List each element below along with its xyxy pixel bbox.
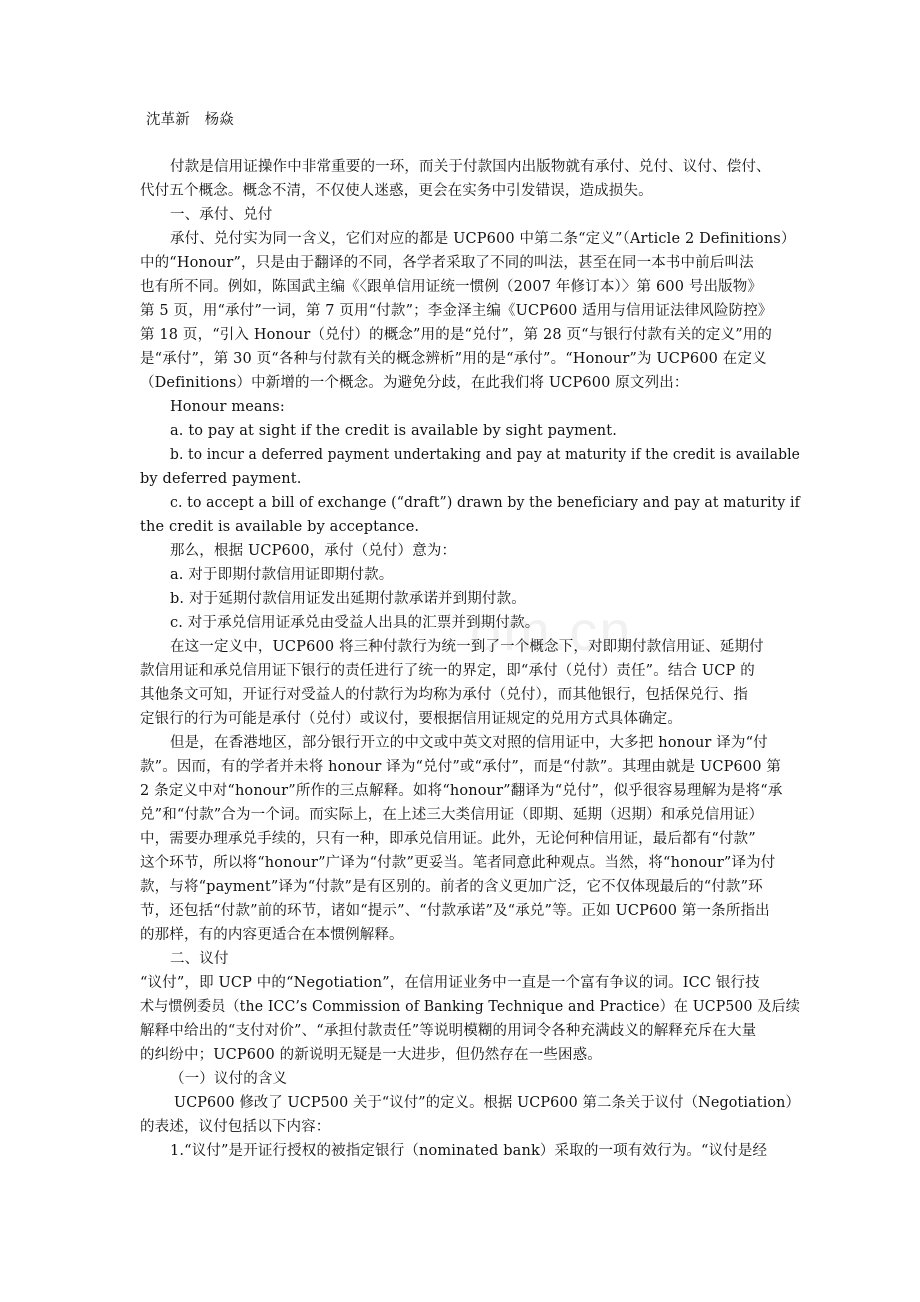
author-line: 沈革新 杨焱 — [146, 112, 234, 128]
text-line: 但是，在香港地区，部分银行开立的中文或中英文对照的信用证中，大多把 honour 译为“付 — [170, 735, 768, 751]
text-line: 其他条文可知，开证行对受益人的付款行为均称为承付（兑付），而其他银行，包括保兑行、指 — [140, 687, 749, 703]
text-line: 款，与将“payment”译为“付款”是有区别的。前者的含义更加广泛，它不仅体现最后的“付款”环 — [140, 879, 763, 895]
text-line: 中的“Honour”，只是由于翻译的不同，各学者采取了不同的叫法，甚至在同一本书中前后叫法 — [140, 255, 754, 271]
text-line: 也有所不同。例如，陈国武主编《〈跟单信用证统一惯例（2007 年修订本）〉第 600 号出版物》 — [140, 279, 763, 295]
text-line: 的表述，议付包括以下内容： — [140, 1119, 331, 1135]
text-line: 术与惯例委员（the ICC’s Commission of Banking Technique and Practice）在 UCP500 及后续 — [140, 999, 801, 1015]
text-line: 承付、兑付实为同一含义，它们对应的都是 UCP600 中第二条“定义”（Article 2 Definitions） — [170, 231, 796, 247]
text-line: 2 条定义中对“honour”所作的三点解释。如将“honour”翻译为“兑付”，似乎很容易理解为是将“承 — [140, 783, 783, 799]
text-line: by deferred payment. — [140, 471, 302, 487]
text-line: Honour means: — [170, 399, 285, 415]
text-line: 二、议付 — [170, 951, 229, 967]
text-line: 的纠纷中；UCP600 的新说明无疑是一大进步，但仍然存在一些困惑。 — [140, 1047, 602, 1063]
text-line: the credit is available by acceptance. — [140, 519, 420, 535]
text-line: “议付”，即 UCP 中的“Negotiation”，在信用证业务中一直是一个富有争议的词。ICC 银行技 — [140, 975, 760, 991]
text-line: 第 18 页，“引入 Honour（兑付）的概念”用的是“兑付”，第 28 页“与银行付款有关的定义”用的 — [140, 327, 773, 343]
text-line: a. to pay at sight if the credit is available by sight payment. — [170, 423, 618, 439]
text-line: （一）议付的含义 — [170, 1071, 288, 1087]
text-line: a. 对于即期付款信用证即期付款。 — [170, 567, 394, 583]
text-line: c. 对于承兑信用证承兑由受益人出具的汇票并到期付款。 — [170, 615, 540, 631]
text-line: （Definitions）中新增的一个概念。为避免分歧，在此我们将 UCP600 原文列出： — [140, 375, 689, 391]
text-line: c. to accept a bill of exchange (“draft”) drawn by the beneficiary and pay at maturity if — [170, 495, 801, 511]
text-line: UCP600 修改了 UCP500 关于“议付”的定义。根据 UCP600 第二条关于议付（Negotiation） — [174, 1095, 800, 1111]
text-line: 第 5 页，用“承付”一词，第 7 页用“付款”；李金泽主编《UCP600 适用与信用证法律风险防控》 — [140, 303, 773, 319]
text-line: 代付五个概念。概念不清，不仅使人迷惑，更会在实务中引发错误，造成损失。 — [140, 183, 653, 199]
text-line: 是“承付”，第 30 页“各种与付款有关的概念辨析”用的是“承付”。“Honour”为 UCP600 在定义 — [140, 351, 767, 367]
text-line: b. 对于延期付款信用证发出延期付款承诺并到期付款。 — [170, 591, 526, 607]
text-line: 款”。因而，有的学者并未将 honour 译为“兑付”或“承付”，而是“付款”。其理由就是 UCP600 第 — [140, 759, 782, 775]
watermark: om.cn — [470, 599, 633, 662]
text-line: 一、承付、兑付 — [170, 207, 273, 223]
text-line: 在这一定义中，UCP600 将三种付款行为统一到了一个概念下，对即期付款信用证、延期付 — [170, 639, 764, 655]
text-line: 这个环节，所以将“honour”广译为“付款”更妥当。笔者同意此种观点。当然，将“honour”译为付 — [140, 855, 776, 871]
text-line: 付款是信用证操作中非常重要的一环，而关于付款国内出版物就有承付、兑付、议付、偿付、 — [170, 159, 771, 175]
text-line: 兑”和“付款”合为一个词。而实际上，在上述三大类信用证（即期、延期（迟期）和承兑信用证） — [140, 807, 764, 823]
text-line: 定银行的行为可能是承付（兑付）或议付，要根据信用证规定的兑用方式具体确定。 — [140, 711, 683, 727]
text-line: 中，需要办理承兑手续的，只有一种，即承兑信用证。此外，无论何种信用证，最后都有“付款” — [140, 831, 756, 847]
text-line: 节，还包括“付款”前的环节，诸如“提示”、“付款承诺”及“承兑”等。正如 UCP600 第一条所指出 — [140, 903, 770, 919]
text-line: 解释中给出的“支付对价”、“承担付款责任”等说明模糊的用词令各种充满歧义的解释充斥在大量 — [140, 1023, 757, 1039]
text-line: 1.“议付”是开证行授权的被指定银行（nominated bank）采取的一项有效行为。“议付是经 — [170, 1143, 768, 1159]
text-line: 款信用证和承兑信用证下银行的责任进行了统一的界定，即“承付（兑付）责任”。结合 UCP 的 — [140, 663, 755, 679]
text-line: 的那样，有的内容更适合在本惯例解释。 — [140, 927, 404, 943]
text-line: b. to incur a deferred payment undertaking and pay at maturity if the credit is available — [170, 447, 800, 463]
text-line: 那么，根据 UCP600，承付（兑付）意为： — [170, 543, 457, 559]
